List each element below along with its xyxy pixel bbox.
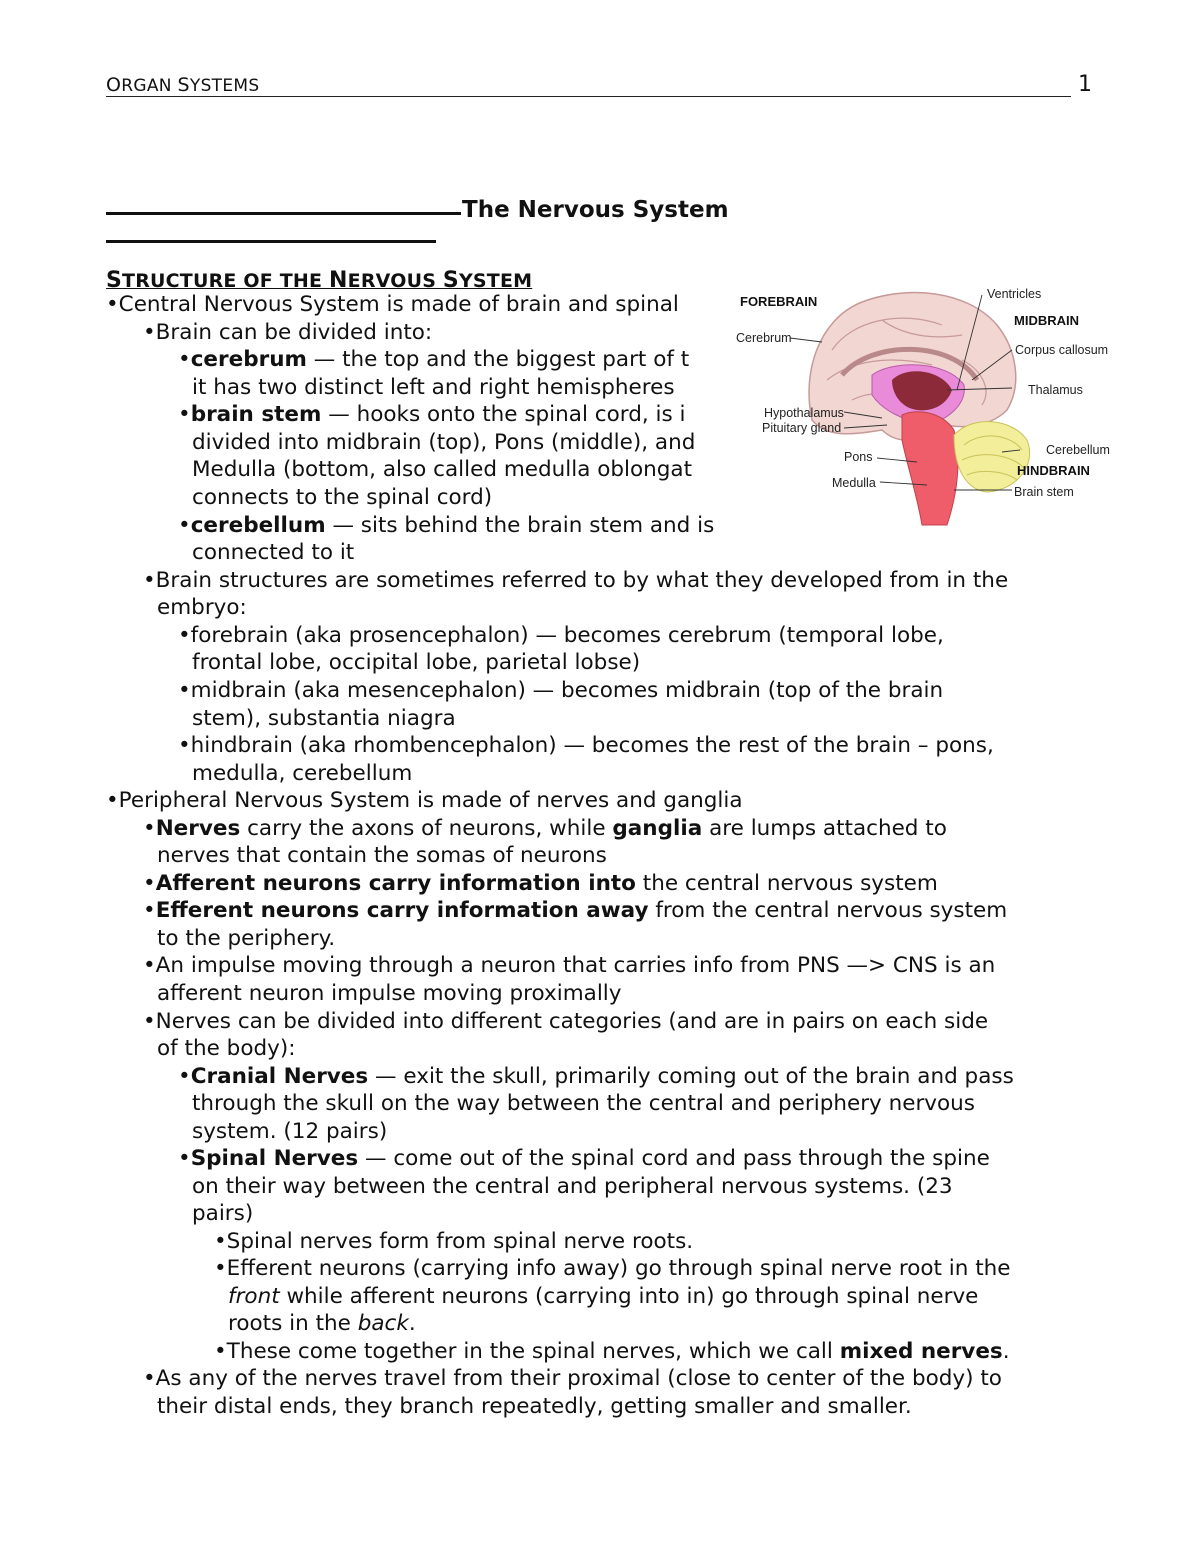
bullet-cns: •Central Nervous System is made of brain and spinal [106,292,679,317]
text-line: medulla, cerebellum [192,761,413,786]
text-line: roots in the back. [228,1311,416,1336]
bullet-spinal-roots: •Spinal nerves form from spinal nerve roots. [214,1229,694,1254]
brain-stem-shape [902,412,958,525]
bullet-forebrain: •forebrain (aka prosencephalon) — becomes cerebrum (temporal lobe, [178,623,944,648]
bullet-efferent: •Efferent neurons carry information away from the central nervous system [143,898,1008,923]
label-midbrain: MIDBRAIN [1014,313,1079,328]
bullet-brain-divisions: •Brain can be divided into: [143,320,433,345]
label-cerebellum: Cerebellum [1046,443,1110,457]
bullet-efferent-roots: •Efferent neurons (carrying info away) go through spinal nerve root in the [214,1256,1011,1281]
brain-diagram [732,280,1116,530]
label-hypothalamus: Hypothalamus [764,406,844,420]
text-line: to the periphery. [157,926,336,951]
text-line: frontal lobe, occipital lobe, parietal lobse) [192,650,641,675]
page-number: 1 [1078,72,1092,97]
label-hindbrain: HINDBRAIN [1017,463,1090,478]
bullet-midbrain: •midbrain (aka mesencephalon) — becomes midbrain (top of the brain [178,678,944,703]
bullet-cranial-nerves: •Cranial Nerves — exit the skull, primarily coming out of the brain and pass [178,1064,1014,1089]
text-line: on their way between the central and peripheral nervous systems. (23 [192,1174,953,1199]
label-brain-stem: Brain stem [1014,485,1074,499]
text-line: of the body): [157,1036,296,1061]
bullet-cerebellum: •cerebellum — sits behind the brain stem and is [178,513,715,538]
page-title: The Nervous System [462,197,729,223]
label-forebrain: FOREBRAIN [740,294,818,309]
bullet-brain-stem: •brain stem — hooks onto the spinal cord, is i [178,402,686,427]
bullet-nerves: •Nerves carry the axons of neurons, while ganglia are lumps attached to [143,816,947,841]
bullet-hindbrain: •hindbrain (aka rhombencephalon) — becomes the rest of the brain – pons, [178,733,994,758]
text-line: stem), substantia niagra [192,706,456,731]
title-rule-below [106,240,436,243]
bullet-categories: •Nerves can be divided into different categories (and are in pairs on each side [143,1009,989,1034]
text-line: system. (12 pairs) [192,1119,388,1144]
label-thalamus: Thalamus [1028,383,1083,397]
label-corpus-callosum: Corpus callosum [1015,343,1109,357]
header-title: ORGAN SYSTEMS [106,74,260,96]
label-pons: Pons [844,450,873,464]
bullet-mixed-nerves: •These come together in the spinal nerves, which we call mixed nerves. [214,1339,1010,1364]
title-rule-left [106,212,461,215]
cerebellum-shape [954,422,1030,492]
bullet-cerebrum: •cerebrum — the top and the biggest part of t [178,347,690,372]
bullet-branching: •As any of the nerves travel from their proximal (close to center of the body) to [143,1366,1002,1391]
bullet-pns: •Peripheral Nervous System is made of nerves and ganglia [106,788,743,813]
text-line: embryo: [157,595,247,620]
text-line: it has two distinct left and right hemispheres [192,375,675,400]
text-line: divided into midbrain (top), Pons (middle), and [192,430,696,455]
bullet-afferent: •Afferent neurons carry information into the central nervous system [143,871,938,896]
bullet-embryo: •Brain structures are sometimes referred to by what they developed from in the [143,568,1009,593]
text-line: nerves that contain the somas of neurons [157,843,607,868]
text-line: Medulla (bottom, also called medulla oblongat [192,457,693,482]
text-line: front while afferent neurons (carrying into in) go through spinal nerve [228,1284,979,1309]
label-cerebrum: Cerebrum [736,331,792,345]
text-line: pairs) [192,1201,254,1226]
label-ventricles: Ventricles [987,287,1042,301]
text-line: their distal ends, they branch repeatedly, getting smaller and smaller. [157,1394,912,1419]
label-pituitary: Pituitary gland [762,421,842,435]
bullet-impulse: •An impulse moving through a neuron that carries info from PNS —> CNS is an [143,953,996,978]
label-medulla: Medulla [832,476,876,490]
running-header [106,72,1071,97]
text-line: through the skull on the way between the central and periphery nervous [192,1091,975,1116]
section-heading: STRUCTURE OF THE NERVOUS SYSTEM [106,268,533,293]
text-line: connects to the spinal cord) [192,485,493,510]
text-line: connected to it [192,540,355,565]
bullet-spinal-nerves: •Spinal Nerves — come out of the spinal cord and pass through the spine [178,1146,990,1171]
brain-svg [732,280,1116,530]
text-line: afferent neuron impulse moving proximally [157,981,622,1006]
